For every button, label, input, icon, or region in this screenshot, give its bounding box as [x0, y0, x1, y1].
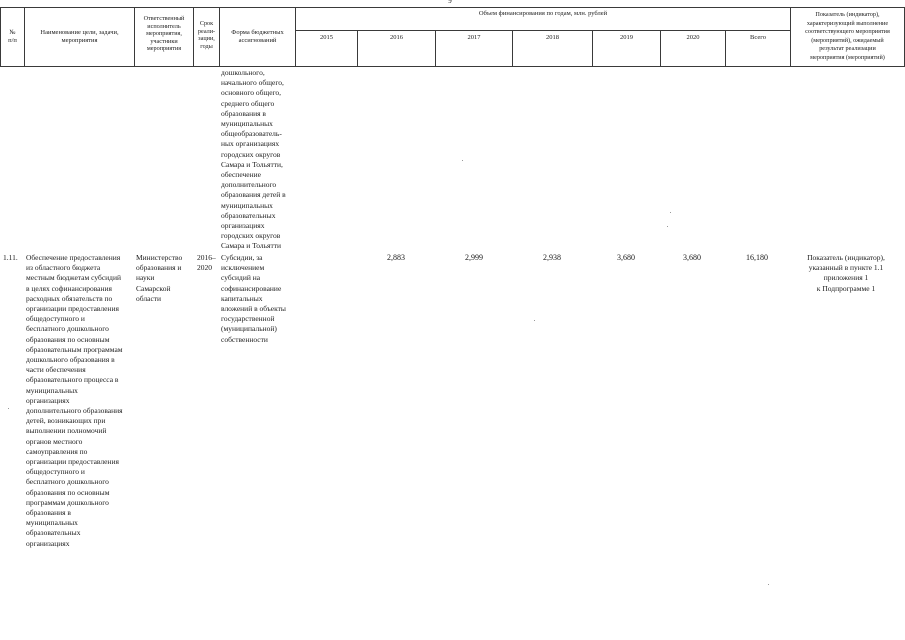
value-2019: 3,680: [617, 253, 635, 262]
table-top-border: [0, 7, 905, 8]
row-name-line: бесплатного дошкольного: [26, 477, 109, 487]
row-name-line: дошкольного образования в: [26, 355, 115, 365]
scan-speck: [534, 320, 535, 321]
row-name-line: образования по основным: [26, 487, 110, 497]
scan-speck: [670, 212, 671, 213]
header-indicator-line: результат реализации: [819, 45, 876, 53]
row-indicator-line: приложения 1: [823, 273, 869, 283]
header-term-line: годы: [200, 42, 213, 50]
row-name-line: муниципальных: [26, 385, 78, 395]
scan-speck: [462, 160, 463, 161]
year-total: Всего: [750, 34, 766, 41]
row-indicator-line: указанный в пункте 1.1: [808, 263, 884, 273]
row-indicator-cell: [791, 253, 901, 294]
header-indicator-line: (мероприятий), ожидаемый: [811, 36, 884, 44]
row-name-line: программам дошкольного: [26, 497, 109, 507]
row-responsible-line: области: [136, 293, 162, 303]
row-name-line: образовательных: [26, 528, 81, 538]
row-number: 1.11.: [3, 253, 18, 262]
row-name-line: муниципальных: [26, 518, 78, 528]
row-name-line: расходных обязательств по: [26, 293, 113, 303]
row-name-line: местным бюджетам субсидий: [26, 273, 122, 283]
row-form-line: Субсидии, за: [221, 253, 263, 262]
header-term: [194, 20, 219, 50]
row-responsible-line: науки: [136, 273, 155, 283]
scan-speck: [8, 408, 9, 409]
header-bottom-border: [0, 66, 905, 67]
header-indicator-line: характеризующий выполнение: [806, 19, 889, 27]
row-name-line: организации предоставления: [26, 304, 119, 314]
row-term-cell: [197, 253, 219, 273]
header-term-line: зации,: [198, 35, 215, 43]
continuation-line: общеобразователь-: [221, 129, 282, 139]
row-term-line: 2016–: [197, 253, 216, 262]
row-name-line: дополнительного образования: [26, 406, 123, 416]
continuation-line: организациях: [221, 221, 265, 231]
year-2017: 2017: [467, 34, 481, 41]
header-responsible-line: участники: [150, 37, 178, 45]
value-2017: 2,999: [465, 253, 483, 262]
row-name-cell: [26, 253, 134, 549]
header-responsible-line: мероприятия: [146, 45, 182, 53]
header-indicator-line: соответствующего мероприятия: [805, 28, 890, 36]
row-responsible-line: Самарской: [136, 283, 171, 293]
row-form-line: вложений в объекты: [221, 304, 286, 314]
continuation-line: дошкольного,: [221, 68, 265, 77]
row-form-line: собственности: [221, 334, 268, 344]
value-total: 16,180: [746, 253, 768, 262]
header-responsible-line: исполнитель: [147, 22, 181, 30]
row-name-line: в целях софинансирования: [26, 283, 112, 293]
row-name-line: Обеспечение предоставления: [26, 253, 121, 262]
header-indicator-line: мероприятия (мероприятий): [810, 53, 885, 61]
row-name-line: общедоступного и: [26, 467, 85, 477]
row-name-line: образовательным программам: [26, 344, 123, 354]
header-indicator: [791, 11, 904, 63]
year-2015: 2015: [320, 34, 333, 41]
header-name-line: мероприятия: [61, 37, 98, 44]
row-name-line: из областного бюджета: [26, 263, 101, 273]
continuation-line: ных организациях: [221, 139, 280, 149]
continuation-line: среднего общего: [221, 98, 275, 108]
header-funding: Объем финансирования по годам, млн. рублей: [478, 10, 608, 17]
header-responsible-line: мероприятия,: [146, 30, 182, 38]
row-name-line: самоуправления по: [26, 446, 88, 456]
scan-speck: [667, 226, 668, 227]
continuation-form-cell: [221, 68, 295, 252]
page-number: 9: [448, 0, 452, 5]
header-responsible: [135, 15, 193, 53]
row-form-line: государственной: [221, 314, 275, 324]
row-name-line: образования по основным: [26, 334, 110, 344]
header-num-line: №: [9, 29, 16, 36]
row-indicator-line: Показатель (индикатор),: [807, 253, 885, 262]
row-name-line: органов местного: [26, 436, 83, 446]
header-term-line: Срок: [199, 20, 214, 27]
continuation-line: городских округов: [221, 231, 281, 241]
row-form-line: исключением: [221, 263, 265, 273]
continuation-line: образовательных: [221, 210, 276, 220]
continuation-line: обеспечение: [221, 170, 261, 180]
row-name-line: детей, возникающих при: [26, 416, 106, 426]
continuation-line: основного общего,: [221, 88, 282, 98]
header-num: [1, 29, 24, 45]
row-name-line: образовательного процесса в: [26, 375, 119, 385]
row-form-line: капитальных: [221, 293, 263, 303]
row-form-cell: [221, 253, 295, 345]
continuation-line: образования в: [221, 108, 266, 118]
continuation-line: Самара и Тольятти: [221, 241, 282, 251]
row-name-line: организациях: [26, 395, 70, 405]
row-name-line: общедоступного и: [26, 314, 85, 324]
continuation-line: Самара и Тольятти,: [221, 159, 283, 169]
header-form: [220, 29, 295, 45]
row-form-line: (муниципальной): [221, 324, 277, 334]
scan-speck: [768, 584, 769, 585]
row-term-line: 2020: [197, 263, 212, 273]
continuation-line: муниципальных: [221, 200, 273, 210]
continuation-line: начального общего,: [221, 78, 284, 88]
header-term-line: реали-: [197, 27, 216, 35]
row-responsible-line: образования и: [136, 263, 182, 273]
header-num-line: п/п: [8, 37, 17, 44]
header-responsible-line: Ответственный: [143, 15, 185, 22]
row-name-line: бесплатного дошкольного: [26, 324, 109, 334]
year-2020: 2020: [686, 34, 700, 41]
header-name-line: Наименование цели, задачи,: [40, 29, 119, 36]
row-indicator-line: к Подпрограмме 1: [816, 283, 876, 293]
row-name-line: выполнении полномочий: [26, 426, 107, 436]
row-name-line: организациях: [26, 538, 70, 548]
row-name-line: организации предоставления: [26, 457, 119, 467]
row-responsible-cell: [136, 253, 193, 304]
header-form-line: ассигнований: [238, 37, 277, 44]
continuation-line: городских округов: [221, 149, 281, 159]
row-form-line: субсидий на: [221, 273, 261, 283]
continuation-line: образования детей в: [221, 190, 286, 200]
value-2020: 3,680: [683, 253, 701, 262]
continuation-line: дополнительного: [221, 180, 277, 190]
header-indicator-line: Показатель (индикатор),: [815, 11, 880, 18]
row-name-line: части обеспечения: [26, 365, 86, 375]
header-name: [25, 29, 134, 45]
value-2016: 2,883: [387, 253, 405, 262]
year-2016: 2016: [390, 34, 403, 41]
year-2018: 2018: [546, 34, 559, 41]
row-name-line: образования в: [26, 508, 71, 518]
continuation-line: муниципальных: [221, 119, 273, 129]
header-form-line: Форма бюджетных: [231, 29, 284, 36]
value-2018: 2,938: [543, 253, 561, 262]
row-responsible-line: Министерство: [136, 253, 183, 262]
year-2019: 2019: [620, 34, 633, 41]
row-form-line: софинансирование: [221, 283, 282, 293]
year-row-divider: [295, 30, 790, 31]
